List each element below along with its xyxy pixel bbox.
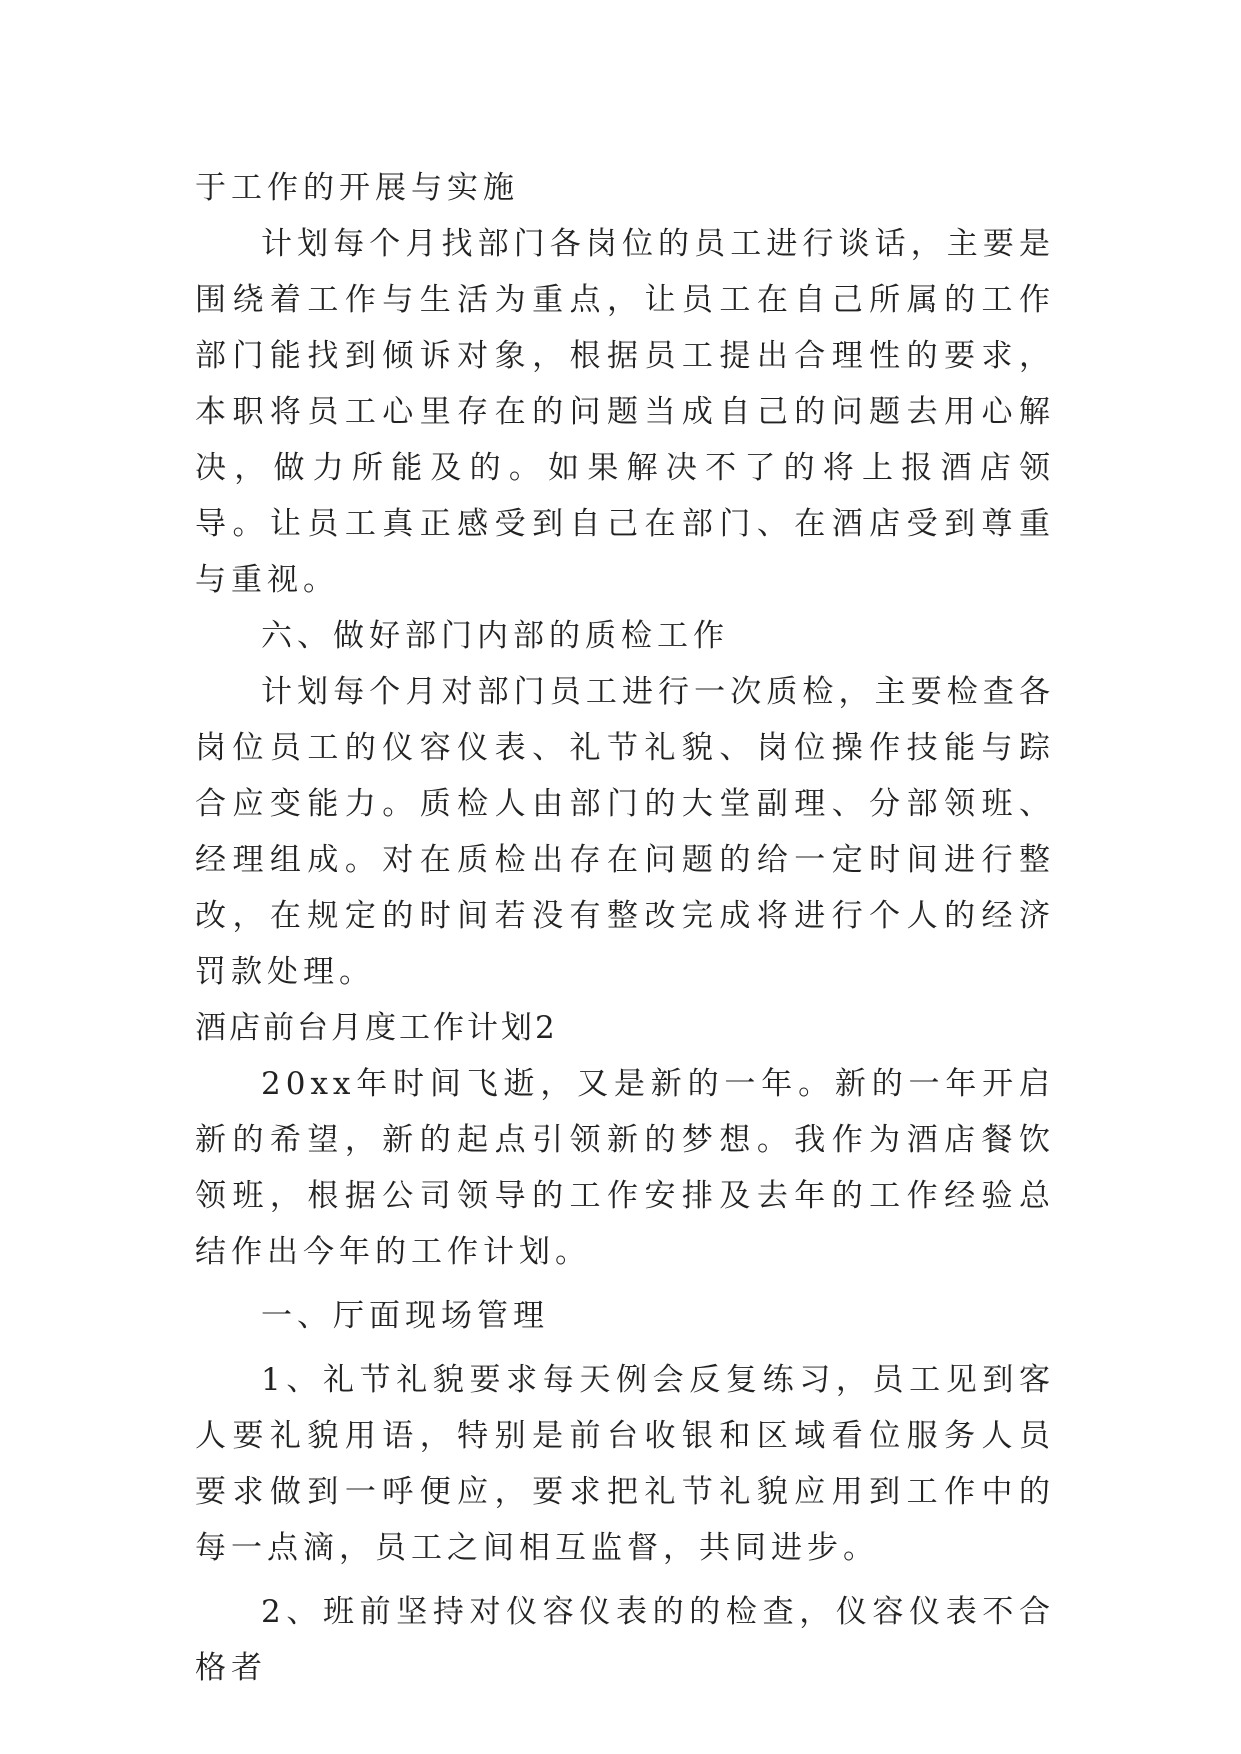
document-title: 酒店前台月度工作计划2 (195, 1010, 558, 1046)
document-body (195, 160, 1055, 1696)
paragraph-continuation: 于工作的开展与实施 (195, 170, 519, 206)
list-item-etiquette: 1、礼节礼貌要求每天例会反复练习，员工见到客人要礼貌用语，特别是前台收银和区域看位服务人员要求做到一呼便应，要求把礼节礼貌应用到工作中的每一点滴，员工之间相互监督，共同进步。 (195, 1362, 1055, 1566)
paragraph-quality-check: 计划每个月对部门员工进行一次质检，主要检查各岗位员工的仪容仪表、礼节礼貌、岗位操作技能与踪合应变能力。质检人由部门的大堂副理、分部领班、经理组成。对在质检出存在问题的给一定时间进行整改，在规定的时间若没有整改完成将进行个人的经济罚款处理。 (195, 674, 1055, 990)
section-heading-floor-management: 一、厅面现场管理 (261, 1298, 549, 1334)
paragraph-staff-talks: 计划每个月找部门各岗位的员工进行谈话，主要是围绕着工作与生活为重点，让员工在自己所属的工作部门能找到倾诉对象，根据员工提出合理性的要求，本职将员工心里存在的问题当成自己的问题去用心解决，做力所能及的。如果解决不了的将上报酒店领导。让员工真正感受到自己在部门、在酒店受到尊重与重视。 (195, 226, 1055, 598)
paragraph-intro: 20xx年时间飞逝，又是新的一年。新的一年开启新的希望，新的起点引领新的梦想。我作为酒店餐饮领班，根据公司领导的工作安排及去年的工作经验总结作出今年的工作计划。 (195, 1066, 1055, 1270)
list-item-appearance-check: 2、班前坚持对仪容仪表的的检查，仪容仪表不合格者 (195, 1594, 1055, 1686)
section-heading-quality-check: 六、做好部门内部的质检工作 (261, 618, 729, 654)
